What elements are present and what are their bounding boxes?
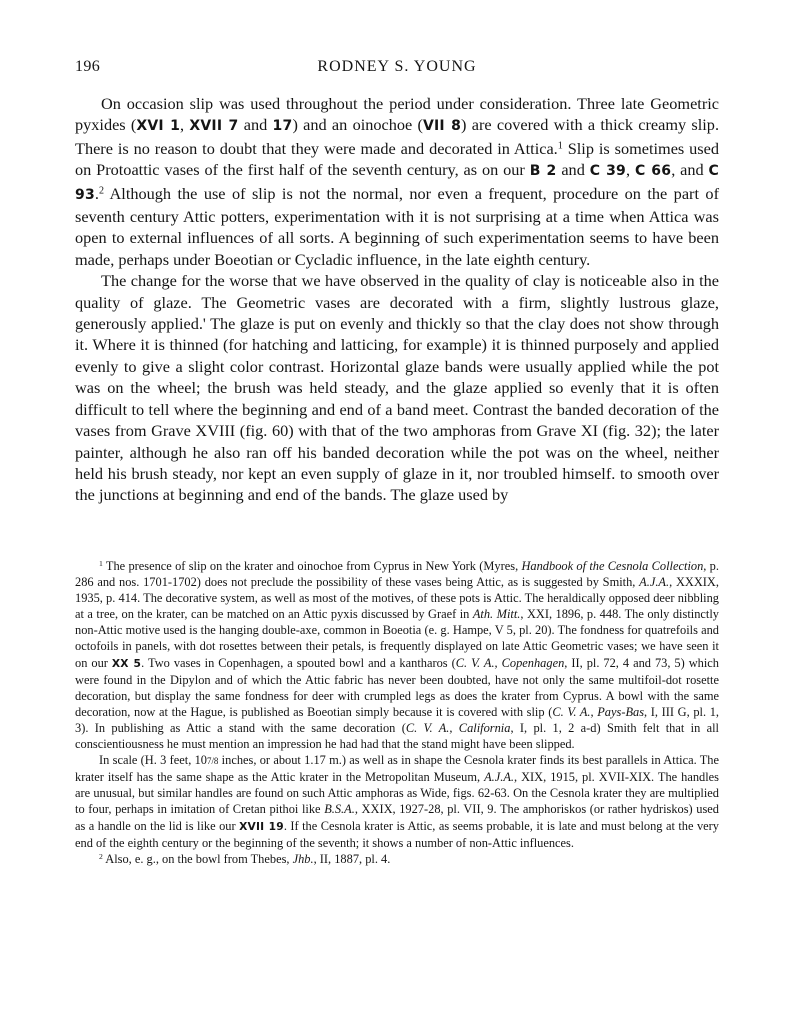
running-title: RODNEY S. YOUNG — [317, 58, 477, 75]
catalogue-ref: XVII 19 — [239, 819, 284, 833]
citation: A.J.A. — [639, 575, 670, 590]
catalogue-ref: C 39 — [589, 163, 626, 180]
page-number: 196 — [75, 58, 101, 75]
citation: A.J.A. — [484, 770, 515, 785]
catalogue-ref: XX 5 — [111, 656, 142, 670]
footnote: $^2$ Also, e. g., on the bowl from Thebes, Jhb., II, 1887, pl. 4. — [99, 851, 391, 866]
catalogue-ref: C 66 — [634, 163, 672, 180]
footnotes — [75, 558, 719, 867]
catalogue-ref: B 2 — [529, 163, 557, 180]
paragraph: The change for the worse that we have observed in the quality of clay is noticeable also in the quality of glaze. The Geometric vases are decorated with a firm, slightly lustrous glaze, generously applied.' The glaze is put on evenly and thickly so that the clay does not show through it. Where it is thinned (for hatching and latticing, for example) it is thinned purposely and applied evenly to give a slight color contrast. Horizontal glaze bands were usually applied while the pot was on the wheel; the brush was held steady, and the glaze applied so evenly that it is often difficult to tell where the beginning and end of a band meet. Contrast the banded decoration of the vases from Grave XVIII (fig. 60) with that of the two amphoras from Grave XI (fig. 32); the later painter, although he also ran off his banded decoration while the pot was on the wheel, neither held his brush steady, nor kept an even supply of glaze in it, nor troubled himself. to smooth over the junctions at beginning and end of the bands. The glaze used by — [75, 271, 719, 505]
citation: Jhb. — [292, 851, 314, 866]
catalogue-ref: C 93 — [75, 163, 720, 203]
running-header — [75, 58, 719, 82]
citation: Handbook of the Cesnola Collection — [521, 559, 704, 573]
catalogue-ref: XVII 7 — [189, 118, 239, 135]
catalogue-ref: VII 8 — [422, 118, 462, 135]
footnote-marker: 1 — [557, 140, 563, 152]
footnote-marker: 2 — [98, 185, 105, 197]
citation: Ath. Mitt. — [472, 607, 521, 622]
footnote-number: 2 — [99, 851, 103, 861]
footnote: $^1$ The presence of slip on the krater and oinochoe from Cyprus in New York (Myres, Handbook of the Cesnola Collection, p. 286 and nos. 1701-1702) does not preclude the possibility of these vases being Attic, as is suggested by Smith, A.J.A., XXXIX, 1935, p. 414. The decorative system, as well as most of the motives, of these pots is Attic. The heraldically opposed deer nibbling at a tree, on the krater, can be matched on an Attic pyxis discussed by Graef in Ath. Mitt., XXI, 1896, p. 448. The only distinctly non-Attic motive used is the hanging double-axe, common in Boeotia (e. g. Hampe, V 5, pl. 20). The fondness for quatrefoils and octofoils in panels, with dot rosettes between their petals, is frequently displayed on late Attic Geometric vases; we have seen it on our XX 5. Two vases in Copenhagen, a spouted bowl and a kantharos (C. V. A., Copenhagen, II, pl. 72, 4 and 73, 5) which were found in the Dipylon and of which the Attic fabric has never been doubted, have not only the same multifoil-dot rosette decoration, but display the same fondness for deer with crumpled legs as does the krater from Cyprus. A bowl with the same decoration, now at the Hague, is published as Boeotian simply because it is covered with slip (C. V. A., Pays-Bas, I, III G, pl. 1, 3). In publishing as Attic a stand with the same decoration (C. V. A., California, I, pl. 1, 2 a-d) Smith felt that in all conscientiousness he must mention an impression he had had that the stand might have been slipped. — [75, 558, 720, 752]
footnote-number: 1 — [99, 558, 103, 568]
citation: C. V. A., Pays-Bas — [552, 704, 645, 719]
catalogue-ref: XVI 1 — [136, 118, 181, 135]
citation: C. V. A., Copenhagen — [455, 655, 565, 670]
fraction: 7/8 — [207, 756, 219, 767]
citation: C. V. A., California — [405, 720, 511, 735]
catalogue-ref: 17 — [272, 118, 293, 135]
main-text — [75, 93, 719, 506]
citation: B.S.A. — [324, 802, 355, 817]
footnote-continuation: In scale (H. 3 feet, 107/8 inches, or about 1.17 m.) as well as in shape the Cesnola krater finds its best parallels in Attica. The krater itself has the same shape as the Attic krater in the Metropolitan Museum, A.J.A., XIX, 1915, pl. XVII-XIX. The handles are unusual, but similar handles are found on such Attic amphoras as Wide, figs. 62-63. On the Cesnola krater they are multiplied to four, perhaps in imitation of Cretan pithoi like B.S.A., XXIX, 1927-28, pl. VII, 9. The amphoriskos (or rather hydriskos) used as a handle on the lid is like our XVII 19. If the Cesnola krater is Attic, as seems probable, it is late and must belong at the very end of the eighth century or the beginning of the seventh; it shows a number of non-Attic influences. — [75, 753, 720, 850]
paragraph: On occasion slip was used throughout the period under consideration. Three late Geometric pyxides (XVI 1, XVII 7 and 17) and an oinochoe (VII 8) are covered with a thick creamy slip. There is no reason to doubt that they were made and decorated in Attica.$^1$ Slip is sometimes used on Protoattic vases of the first half of the seventh century, as on our B 2 and C 39, C 66, and C 93.$^2$ Although the use of slip is not the normal, nor even a frequent, procedure on the part of seventh century Attic potters, experimentation with it is not surprising at a time when Attica was open to external influences of all sorts. A beginning of such experimentation seems to have been made, perhaps under Boeotian or Cycladic influence, in the late eighth century. — [75, 94, 720, 269]
